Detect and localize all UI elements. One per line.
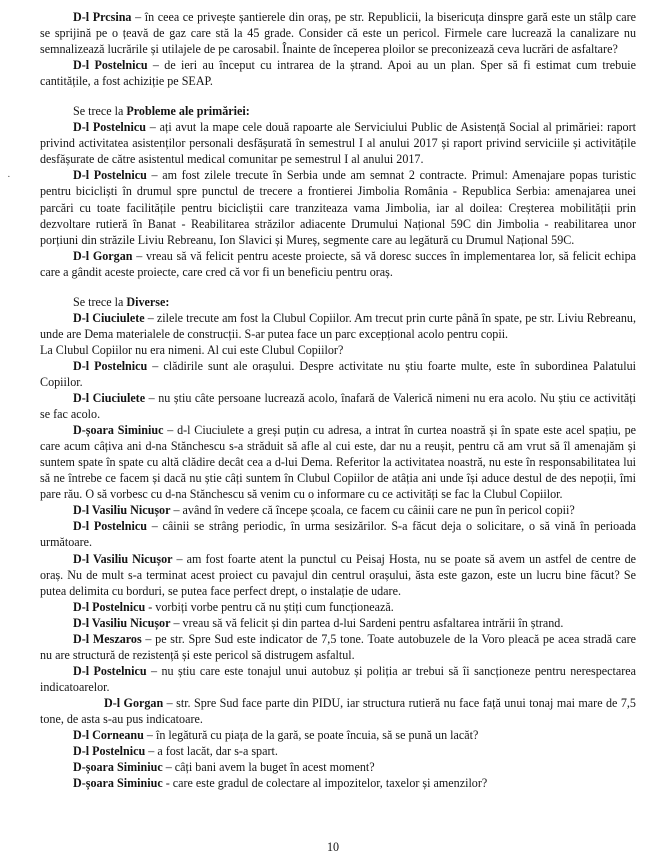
section-heading: Diverse: (126, 294, 170, 309)
speaker-name: D-l Ciuciulete (73, 310, 145, 325)
minutes-paragraph (40, 119, 636, 167)
minutes-paragraph (40, 294, 636, 310)
paragraph-text: – nu știu care este tonajul unui autobuz și poliția ar trebui să îi sancționeze pentru nerespectarea indicatoarelor. (40, 663, 636, 694)
speaker-name: D-l Postelnicu (73, 120, 146, 135)
minutes-paragraph (40, 358, 636, 390)
speaker-name: D-l Ciuciulete (73, 391, 146, 406)
page-number: 10 (326, 840, 340, 854)
minutes-paragraph (40, 775, 636, 791)
speaker-name: D-l Meszaros (73, 631, 142, 646)
paragraph-gap (40, 89, 636, 103)
paragraph-text: – în legătură cu piața de la gară, se poate încuia, să se pună un lacăt? (143, 728, 479, 743)
paragraph-text: – clădirile sunt ale orașului. Despre activitate nu știu foarte multe, este în subordinea Palatului Copiilor. (40, 358, 636, 389)
speaker-name: D-l Gorgan (73, 248, 133, 263)
minutes-paragraph (40, 631, 636, 663)
speaker-name: D-l Postelnicu (73, 744, 146, 759)
minutes-paragraph (40, 502, 636, 518)
speaker-name: D-l Postelnicu (73, 358, 148, 373)
minutes-paragraph (40, 310, 636, 342)
paragraph-text: – câți bani avem la buget în acest moment? (162, 760, 375, 775)
paragraph-gap (40, 280, 636, 294)
paragraph-text: – câinii se strâng periodic, în urma sesizărilor. S-a făcut deja o solicitare, o să vină în perioada următoare. (40, 519, 636, 550)
minutes-paragraph (40, 663, 636, 695)
minutes-paragraph (40, 342, 636, 358)
speaker-name: D-l Postelnicu (73, 599, 146, 614)
speaker-name: D-șoara Siminiuc (73, 423, 164, 438)
paragraph-text: – str. Spre Sud face parte din PIDU, iar structura rutieră nu face față unui tonaj mai mare de 7,5 tone, de asta s-au pus indicatoare. (40, 695, 636, 726)
paragraph-text: – ați avut la mape cele două rapoarte ale Serviciului Public de Asistență Social al primăriei: raport privind activitatea asistenților personali desfășurată în semestrul I al anului 2017 și raport privind serviciile și activitățile desfășurate de către asistentul medical comunitar pe semestrul I al anului 2017. (40, 120, 636, 167)
minutes-paragraph (40, 695, 636, 727)
paragraph-text: – a fost lacăt, dar s-a spart. (145, 744, 278, 759)
minutes-paragraph (40, 422, 636, 502)
minutes-paragraph (40, 727, 636, 743)
minutes-paragraph (40, 615, 636, 631)
minutes-paragraph (40, 518, 636, 550)
paragraph-text: - vorbiți vorbe pentru că nu știți cum funcționează. (145, 599, 394, 614)
speaker-name: D-l Postelnicu (73, 519, 147, 534)
speaker-name: D-l Postelnicu (73, 58, 148, 73)
speaker-name: D-l Vasiliu Nicușor (73, 615, 171, 630)
minutes-paragraph (40, 57, 636, 89)
paragraph-text: – pe str. Spre Sud este indicator de 7,5 tone. Toate autobuzele de la Voro pleacă pe acea stradă care nu are structură de rezistență și este pericol să distrugem asfaltul. (40, 631, 636, 662)
paragraph-text: – vreau să vă felicit și din partea d-lui Sardeni pentru asfaltarea intrării în ștrand. (170, 615, 564, 630)
minutes-paragraph (40, 743, 636, 759)
minutes-paragraph (40, 248, 636, 280)
minutes-paragraph (40, 103, 636, 119)
minutes-paragraph (40, 167, 636, 247)
paragraph-text: – vreau să vă felicit pentru aceste proiecte, să vă doresc succes în implementarea lor, să felicit echipa care a gândit aceste proiecte, care cred că vor fi un beneficiu pentru oraș. (40, 248, 636, 279)
speaker-name: D-l Vasiliu Nicușor (73, 503, 171, 518)
speaker-name: D-l Corneanu (73, 728, 144, 743)
paragraph-text: – d-l Ciuciulete a greși puțin cu adresa, a intrat în curtea noastră și în spate este acel spațiu, pe care acum câțiva ani d-na Stănchescu s-a străduit să afle al cui este, dar nu a reușit, pentru că am vrut să îl amenajăm și suntem spate în spate cu altă clădire decât cea a d-lui Dema. Referitor la activitatea noastră, nu este în responsabilitatea lui să ne întrebe ce facem și dacă nu știe câți suntem în Clubul Copiilor de atâția ani unde își aduce destul de des nepoții, îmi pare rău. O să vorbesc cu d-na Stănchescu să venim cu o informare cu ce activități se fac la Clubul Copiilor. (40, 423, 637, 502)
paragraph-text: – am fost foarte atent la punctul cu Peisaj Hosta, nu se poate să avem un astfel de centre de oraș. Nu de mult s-a terminat acest proiect cu pavajul din centrul orașului, ăsta este gazon, este un lucru bine făcut? Se putea delimita cu borduri, se putea face perfect drept, o instalație de udare. (40, 551, 636, 598)
paragraph-text: – având în vedere că începe școala, ce facem cu câinii care ne pun în pericol copii? (170, 503, 575, 518)
speaker-name: D-l Vasiliu Nicușor (73, 551, 173, 566)
minutes-paragraph (40, 759, 636, 775)
minutes-paragraph (40, 551, 636, 599)
paragraph-text: La Clubul Copiilor nu era nimeni. Al cui este Clubul Copiilor? (40, 342, 344, 357)
minutes-paragraph (40, 9, 636, 57)
paragraph-text: Se trece la (73, 104, 127, 119)
margin-mark: · (7, 171, 11, 183)
paragraph-text: – zilele trecute am fost la Clubul Copiilor. Am trecut prin curte până în spate, pe str. Liviu Rebreanu, unde are Dema materialele de construcții. S-ar putea face un parc excepțional acolo pentru copii. (40, 310, 636, 341)
minutes-paragraph (40, 599, 636, 615)
paragraph-text: – în ceea ce privește șantierele din oraș, pe str. Republicii, la bisericuța dinspre gară este un stâlp care se sprijină pe o țeavă de gaz care stă la 45 grade. Consider că este un pericol. Firmele care lucrează la canalizare nu semnalizează lucrările și utilajele de pe carosabil. Înainte de începerea ploilor se preconizează ceva lucrări de asfaltare? (40, 10, 636, 57)
speaker-name: D-l Prcsina (73, 10, 132, 24)
paragraph-text: - care este gradul de colectare al impozitelor, taxelor și amenzilor? (162, 776, 488, 791)
paragraph-text: – am fost zilele trecute în Serbia unde am semnat 2 contracte. Primul: Amenajare popas turistic pentru bicicliști în drumul spre punctul de trecere a frontierei Jimbolia România - Republica Serbia: amenajarea unei parcări cu toate facilitățile pentru bicicliștii care tranziteaza vama Jimbolia, iar al doilea: Creșterea mobilității prin dezvoltare rutieră în Banat - Reabilitarea străzilor adiacente Drumului Național 59C din Jimbolia - reabilitarea unor porțiuni din străzile Liviu Rebreanu, Ion Slavici și Mureș, segmente care au legătură cu Drumul Național 59C. (40, 168, 636, 247)
paragraph-text: Se trece la (73, 294, 127, 309)
speaker-name: D-șoara Siminiuc (73, 760, 163, 775)
section-heading: Probleme ale primăriei: (126, 104, 250, 119)
speaker-name: D-șoara Siminiuc (73, 776, 163, 791)
minutes-paragraph (40, 390, 636, 422)
speaker-name: D-l Gorgan (104, 695, 164, 710)
speaker-name: D-l Postelnicu (73, 168, 147, 183)
paragraph-text: – de ieri au început cu intrarea de la ștrand. Apoi au un plan. Sper să fi estimat cum trebuie cantitățile, a fost achiziție pe SEAP. (40, 58, 636, 89)
paragraph-text: – nu știu câte persoane lucrează acolo, înafară de Valerică nimeni nu era acolo. Nu știu ce activități se fac acolo. (40, 391, 636, 422)
speaker-name: D-l Postelnicu (73, 663, 147, 678)
